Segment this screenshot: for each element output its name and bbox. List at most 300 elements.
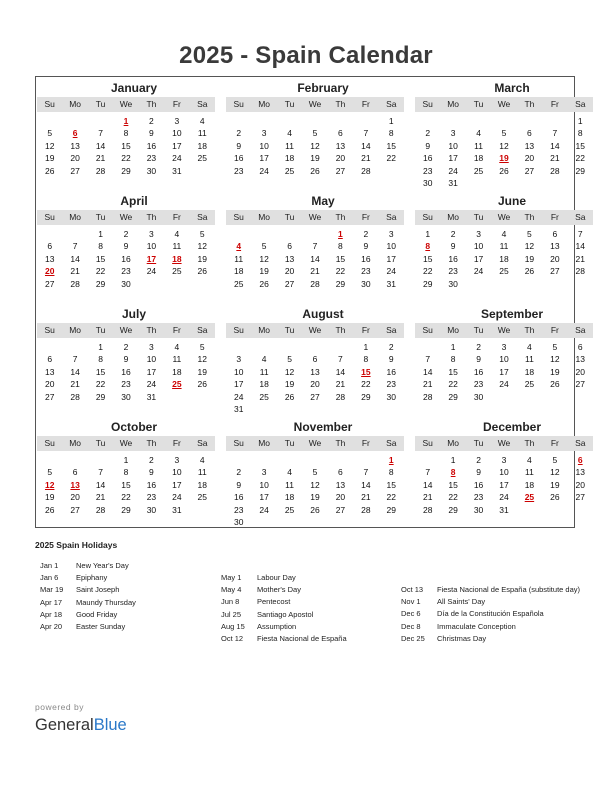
month-name-label: April [120,194,148,208]
day-cell: 7 [425,354,431,365]
day-cell: 8 [123,128,129,139]
day-cell: 15 [448,366,458,377]
day-cell: 11 [234,253,244,264]
weekday-label: Th [335,212,346,222]
day-cell: 8 [388,128,394,139]
day-cell: 30 [121,278,131,289]
day-cell: 21 [310,266,320,277]
day-cell: 3 [388,229,394,239]
day-cell: 11 [197,467,207,478]
day-cell: 28 [95,165,106,176]
holiday-day-cell: 20 [44,266,55,277]
day-cell: 7 [98,128,103,139]
day-cell: 9 [149,467,154,478]
day-grid [37,228,215,290]
day-cell: 18 [524,366,535,377]
empty-cell [302,228,327,240]
day-cell: 1 [98,229,103,239]
day-cell: 15 [95,366,106,377]
day-cell: 21 [70,266,80,277]
holiday-date: Jan 1 [40,561,59,570]
day-cell: 12 [524,241,535,252]
holiday-date: Apr 20 [40,621,63,631]
day-cell: 24 [448,165,458,176]
month-name [415,80,593,97]
day-cell: 28 [361,165,371,176]
weekday-label: Mo [69,212,82,222]
day-cell: 29 [95,278,106,289]
day-cell: 16 [473,479,484,490]
day-cell: 11 [285,479,294,490]
day-cell: 13 [284,253,295,264]
month-name [37,306,215,323]
weekday-label: Mo [69,438,82,448]
weekday-label: Su [44,325,55,335]
day-cell: 11 [525,467,534,478]
month-name [415,419,593,436]
day-cell: 25 [284,504,295,515]
day-cell: 19 [310,492,320,503]
holiday-column-3 [401,584,587,645]
day-cell: 19 [524,253,535,264]
generalblue-logo[interactable] [35,716,127,735]
day-cell: 21 [335,379,346,390]
day-cell: 28 [335,391,346,402]
day-cell: 28 [550,165,560,176]
day-cell: 20 [335,492,346,503]
day-cell: 19 [44,492,55,503]
day-cell: 27 [44,391,55,402]
month-name-label: December [482,420,542,434]
empty-cell [226,228,251,240]
day-cell: 17 [146,366,157,377]
holiday-name: Assumption [257,621,297,631]
holiday-date: Dec 6 [401,609,421,619]
weekday-label: Th [335,438,346,448]
weekday-header [37,210,215,225]
day-cell: 5 [312,467,318,478]
weekday-label: Su [44,212,55,222]
day-cell: 7 [363,128,369,139]
day-cell: 14 [335,366,346,377]
holiday-day-cell: 8 [450,467,456,478]
day-cell: 6 [312,354,318,365]
empty-cell [251,115,276,127]
empty-cell [542,115,567,127]
day-cell: 23 [473,492,484,503]
day-cell: 11 [197,128,207,139]
day-cell: 24 [499,492,509,503]
day-cell: 16 [146,479,157,490]
day-cell: 1 [123,455,129,465]
day-cell: 6 [287,241,292,252]
day-cell: 6 [338,467,343,478]
holiday-day-cell: 25 [524,492,535,503]
day-cell: 26 [310,165,320,176]
day-cell: 22 [121,153,131,164]
day-cell: 10 [386,241,397,252]
day-grid [226,454,404,528]
month-name [226,306,404,323]
day-cell: 18 [524,479,535,490]
empty-cell [277,454,302,466]
day-cell: 24 [259,504,269,515]
day-cell: 7 [425,467,431,478]
day-cell: 1 [363,342,369,352]
day-cell: 5 [552,455,558,465]
day-cell: 14 [550,140,560,151]
day-cell: 16 [233,153,244,164]
day-cell: 9 [236,479,242,490]
day-cell: 5 [199,229,205,239]
holiday-date: Mar 19 [40,585,64,595]
day-cell: 18 [197,140,208,151]
day-cell: 2 [236,467,242,478]
holiday-date: Oct 13 [401,585,424,594]
holiday-row [40,609,136,621]
weekday-label: Tu [473,99,484,109]
day-cell: 17 [259,492,269,503]
day-cell: 16 [473,366,484,377]
weekday-label: We [497,99,511,109]
weekday-label: Tu [284,212,295,222]
day-cell: 11 [172,354,182,365]
day-cell: 21 [361,153,371,164]
day-cell: 3 [501,342,507,352]
holiday-date: Jan 6 [40,573,59,583]
holiday-name: Good Friday [76,609,118,619]
day-grid [415,115,593,189]
day-cell: 24 [172,153,182,164]
holiday-column-2 [221,572,347,645]
day-cell: 23 [146,492,157,503]
weekday-label: Tu [473,438,484,448]
weekday-label: Mo [69,325,82,335]
day-cell: 14 [310,253,320,264]
day-cell: 23 [422,165,433,176]
weekday-label: Su [233,325,244,335]
empty-cell [466,115,491,127]
month-name-label: June [497,194,526,208]
weekday-label: Th [524,212,535,222]
day-cell: 28 [70,391,80,402]
holiday-date: Oct 12 [221,633,244,643]
day-cell: 24 [172,492,182,503]
month-name-label: July [121,307,146,321]
weekday-label: Su [233,99,244,109]
day-cell: 18 [259,379,269,390]
day-cell: 29 [121,165,131,176]
day-cell: 4 [527,455,532,465]
day-cell: 23 [121,379,131,390]
day-cell: 15 [422,253,433,264]
holiday-date: Nov 1 [401,597,421,607]
day-cell: 3 [174,455,180,465]
day-cell: 14 [70,366,80,377]
month-february [226,80,404,190]
month-name [37,419,215,436]
day-cell: 31 [233,403,244,414]
holiday-date: Aug 15 [221,621,245,631]
day-cell: 28 [70,278,80,289]
weekday-label: Th [524,99,535,109]
weekday-label: Sa [197,438,208,448]
day-cell: 29 [448,391,458,402]
month-name-label: May [311,194,335,208]
day-cell: 3 [261,467,267,478]
weekday-label: Mo [258,212,271,222]
day-cell: 22 [422,266,433,277]
empty-cell [88,115,113,127]
day-cell: 26 [310,504,320,515]
day-cell: 8 [388,467,394,478]
day-cell: 2 [476,455,481,465]
day-cell: 27 [44,278,55,289]
month-september [415,306,593,416]
day-cell: 1 [450,455,456,465]
weekday-label: Th [146,325,157,335]
empty-cell [302,115,327,127]
month-august [226,306,404,416]
weekday-label: Th [524,325,535,335]
day-cell: 9 [363,241,369,252]
day-cell: 26 [550,379,560,390]
day-cell: 16 [121,253,131,264]
empty-cell [251,341,276,353]
holiday-name: Fiesta Nacional de España (substitute day) [437,585,580,594]
empty-cell [328,454,353,466]
day-cell: 16 [386,366,397,377]
day-cell: 11 [525,354,534,365]
holiday-date: Apr 18 [40,609,63,619]
month-name-label: September [480,307,544,321]
day-cell: 10 [499,467,509,478]
weekday-header [226,323,404,338]
month-name [37,80,215,97]
holiday-row [401,633,587,645]
holiday-day-cell: 1 [338,229,343,239]
empty-cell [277,228,302,240]
day-grid [226,228,404,290]
holiday-name: Labour Day [257,573,296,582]
day-cell: 24 [146,266,157,277]
day-cell: 15 [386,479,397,490]
holiday-row [221,596,347,608]
day-cell: 31 [386,278,397,289]
day-cell: 14 [422,366,433,377]
month-name [415,306,593,323]
empty-cell [517,115,542,127]
weekday-label: Tu [473,212,484,222]
month-april [37,193,215,303]
day-cell: 13 [70,140,80,151]
day-cell: 10 [499,354,509,365]
day-cell: 20 [524,153,535,164]
day-cell: 6 [47,241,53,252]
day-cell: 15 [448,479,458,490]
empty-cell [440,115,465,127]
weekday-label: Sa [575,438,586,448]
day-cell: 17 [499,366,509,377]
month-june [415,193,593,303]
month-name [226,419,404,436]
holiday-day-cell: 6 [72,128,78,139]
day-cell: 29 [361,391,371,402]
day-cell: 25 [524,379,535,390]
day-cell: 15 [121,140,131,151]
weekday-label: We [308,325,322,335]
day-cell: 30 [473,391,484,402]
day-cell: 13 [335,479,346,490]
holiday-day-cell: 13 [70,479,80,490]
month-march [415,80,593,190]
day-cell: 3 [261,128,267,139]
holiday-column-1 [40,560,136,633]
day-cell: 7 [363,467,369,478]
day-cell: 25 [499,266,509,277]
empty-cell [491,115,516,127]
day-cell: 24 [233,391,244,402]
day-cell: 8 [338,241,343,252]
day-cell: 5 [199,342,205,352]
day-cell: 17 [172,140,182,151]
empty-cell [37,228,62,240]
day-cell: 5 [287,354,292,365]
weekday-label: We [119,212,133,222]
day-cell: 6 [527,128,532,139]
weekday-header [37,323,215,338]
day-cell: 15 [95,253,106,264]
weekday-label: Mo [258,325,271,335]
day-grid [415,228,593,290]
day-cell: 22 [335,266,346,277]
holiday-date: Jul 25 [221,609,242,619]
day-cell: 9 [236,140,242,151]
weekday-label: Mo [258,438,271,448]
day-cell: 13 [575,467,586,478]
holiday-day-cell: 18 [172,253,182,264]
day-cell: 1 [98,342,103,352]
weekday-label: Fr [361,212,370,222]
holiday-row [221,621,347,633]
weekday-label: We [497,325,511,335]
day-cell: 6 [72,467,78,478]
day-cell: 16 [448,253,458,264]
day-cell: 4 [174,342,180,352]
day-cell: 5 [501,128,507,139]
month-october [37,419,215,529]
day-cell: 27 [335,165,346,176]
holiday-name: Easter Sunday [76,621,126,631]
day-cell: 10 [146,354,157,365]
empty-cell [62,228,87,240]
day-cell: 18 [284,153,295,164]
holiday-name: Epiphany [76,573,108,583]
weekday-label: Mo [447,99,460,109]
day-cell: 26 [550,492,560,503]
weekday-label: Fr [172,438,181,448]
day-cell: 29 [386,504,397,515]
holiday-day-cell: 1 [123,116,129,126]
weekday-label: We [308,438,322,448]
day-cell: 24 [499,379,509,390]
day-cell: 8 [123,467,129,478]
day-cell: 21 [422,492,433,503]
month-name-label: August [302,307,344,321]
day-cell: 7 [552,128,558,139]
weekday-label: Tu [284,325,295,335]
day-cell: 18 [499,253,509,264]
day-cell: 8 [98,354,103,365]
day-cell: 6 [552,229,558,239]
weekday-label: Fr [361,325,370,335]
holiday-row [221,584,347,596]
day-cell: 2 [476,342,481,352]
month-name-label: November [293,420,353,434]
weekday-label: Sa [386,99,397,109]
holiday-date: Jun 8 [221,597,240,607]
day-cell: 30 [422,177,433,188]
holidays-title: 2025 Spain Holidays [35,540,118,550]
day-cell: 20 [70,492,80,503]
empty-cell [62,341,87,353]
holiday-name: Pentecost [257,597,291,607]
day-cell: 3 [501,455,507,465]
day-cell: 7 [72,354,78,365]
weekday-label: Su [422,212,433,222]
month-january [37,80,215,190]
day-cell: 4 [199,116,205,126]
day-cell: 19 [44,153,55,164]
weekday-label: We [119,99,133,109]
day-cell: 28 [422,391,433,402]
weekday-label: Sa [386,212,397,222]
day-cell: 30 [361,278,371,289]
day-cell: 6 [338,128,343,139]
day-cell: 15 [575,140,586,151]
holiday-row [40,584,136,596]
day-cell: 30 [121,391,131,402]
day-cell: 12 [44,140,55,151]
day-cell: 30 [146,165,157,176]
day-cell: 19 [310,153,320,164]
weekday-header [37,436,215,451]
weekday-label: We [308,212,322,222]
holiday-day-cell: 17 [146,253,157,264]
day-cell: 4 [287,128,292,139]
holiday-day-cell: 6 [577,455,583,465]
day-cell: 27 [284,278,295,289]
day-cell: 27 [575,379,586,390]
day-cell: 22 [386,153,397,164]
day-cell: 1 [450,342,456,352]
weekday-label: Fr [550,99,559,109]
weekday-label: Mo [447,212,460,222]
day-cell: 23 [233,165,244,176]
day-cell: 5 [312,128,318,139]
day-cell: 12 [499,140,509,151]
day-cell: 20 [550,253,560,264]
day-cell: 11 [172,241,182,252]
month-name-label: March [494,81,530,95]
day-cell: 27 [310,391,320,402]
weekday-label: Mo [258,99,271,109]
holiday-day-cell: 4 [236,241,242,252]
day-cell: 22 [95,266,106,277]
day-cell: 9 [388,354,394,365]
day-cell: 18 [284,492,295,503]
month-november [226,419,404,529]
